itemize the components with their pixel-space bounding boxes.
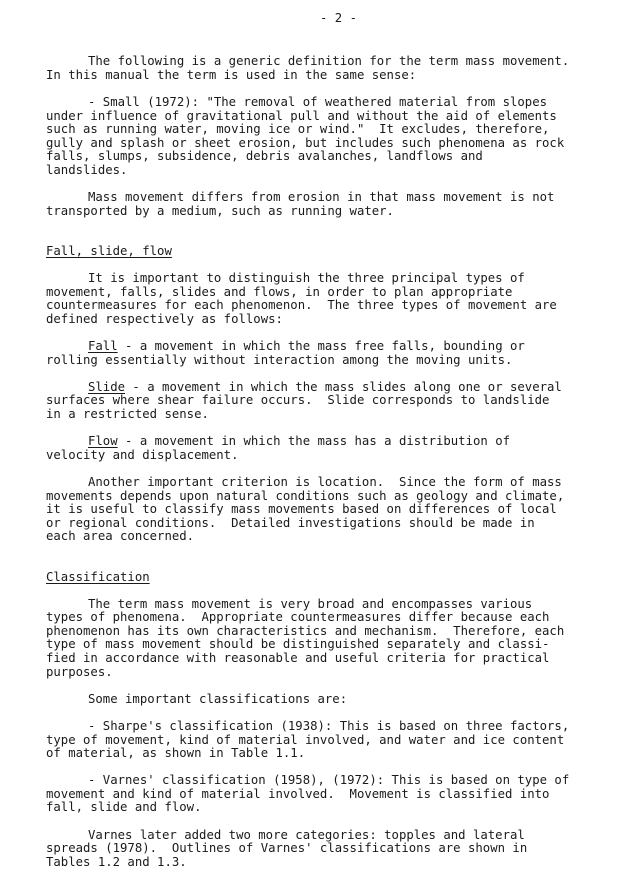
quote-line: such as running water, moving ice or wind." It excludes, therefore,	[46, 122, 550, 136]
varnes-line: fall, slide and flow.	[46, 800, 202, 814]
section2-intro-line: type of mass movement should be distinguished separately and classi-	[46, 637, 550, 651]
varnes-line: movement and kind of material involved. Movement is classified into	[46, 787, 550, 801]
quote-line: falls, slumps, subsidence, debris avalanches, landflows and	[46, 149, 483, 163]
criterion-line: each area concerned.	[46, 529, 195, 543]
sharpe-line: of material, as shown in Table 1.1.	[46, 746, 306, 760]
some-important-line: Some important classifications are:	[88, 692, 348, 706]
section-heading-fall-slide-flow: Fall, slide, flow	[46, 244, 172, 258]
fall-term: Fall	[88, 339, 118, 353]
sharpe-line: type of movement, kind of material involved, and water and ice content	[46, 733, 565, 747]
flow-definition-text: - a movement in which the mass has a distribution of	[117, 434, 511, 448]
section2-intro-line: fied in accordance with reasonable and useful criteria for practical	[46, 651, 550, 665]
fall-definition-text: - a movement in which the mass free falls, bounding or	[117, 339, 525, 353]
section1-intro-line: It is important to distinguish the three principal types of	[88, 271, 525, 285]
flow-term: Flow	[88, 434, 118, 448]
section1-intro-line: countermeasures for each phenomenon. The three types of movement are	[46, 298, 557, 312]
intro-line: The following is a generic definition for the term mass movement.	[88, 54, 570, 68]
section2-intro-line: phenomenon has its own characteristics and mechanism. Therefore, each	[46, 624, 565, 638]
quote-line: gully and splash or sheet erosion, but includes such phenomena as rock	[46, 136, 565, 150]
criterion-line: or regional conditions. Detailed investigations should be made in	[46, 516, 535, 530]
quote-line: under influence of gravitational pull and without the aid of elements	[46, 109, 557, 123]
criterion-line: movements depends upon natural conditions such as geology and climate,	[46, 489, 565, 503]
slide-definition-text: - a movement in which the mass slides along one or several	[125, 380, 562, 394]
section2-intro-line: The term mass movement is very broad and encompasses various	[88, 597, 533, 611]
quote-line: landslides.	[46, 163, 128, 177]
section2-intro-line: types of phenomena. Appropriate countermeasures differ because each	[46, 610, 550, 624]
page-number: - 2 -	[320, 11, 358, 25]
later-line: Varnes later added two more categories: topples and lateral	[88, 828, 525, 842]
diff-line: Mass movement differs from erosion in that mass movement is not	[88, 190, 555, 204]
fall-definition	[88, 340, 525, 353]
criterion-line: it is useful to classify mass movements based on differences of local	[46, 502, 557, 516]
quote-line: - Small (1972): "The removal of weathered material from slopes	[88, 95, 548, 109]
slide-definition-line: surfaces where shear failure occurs. Slide corresponds to landslide	[46, 393, 550, 407]
section-heading-classification: Classification	[46, 570, 150, 584]
section2-intro-line: purposes.	[46, 665, 113, 679]
later-line: Tables 1.2 and 1.3.	[46, 855, 187, 869]
flow-definition-line: velocity and displacement.	[46, 448, 239, 462]
flow-definition	[88, 435, 510, 448]
slide-definition-line: in a restricted sense.	[46, 407, 209, 421]
fall-definition-line: rolling essentially without interaction among the moving units.	[46, 353, 513, 367]
varnes-line: - Varnes' classification (1958), (1972): This is based on type of	[88, 773, 570, 787]
intro-line: In this manual the term is used in the same sense:	[46, 68, 417, 82]
diff-line: transported by a medium, such as running water.	[46, 204, 394, 218]
criterion-line: Another important criterion is location. Since the form of mass	[88, 475, 562, 489]
sharpe-line: - Sharpe's classification (1938): This is based on three factors,	[88, 719, 570, 733]
later-line: spreads (1978). Outlines of Varnes' classifications are shown in	[46, 841, 528, 855]
slide-term: Slide	[88, 380, 126, 394]
section1-intro-line: defined respectively as follows:	[46, 312, 283, 326]
section1-intro-line: movement, falls, slides and flows, in order to plan appropriate	[46, 285, 513, 299]
